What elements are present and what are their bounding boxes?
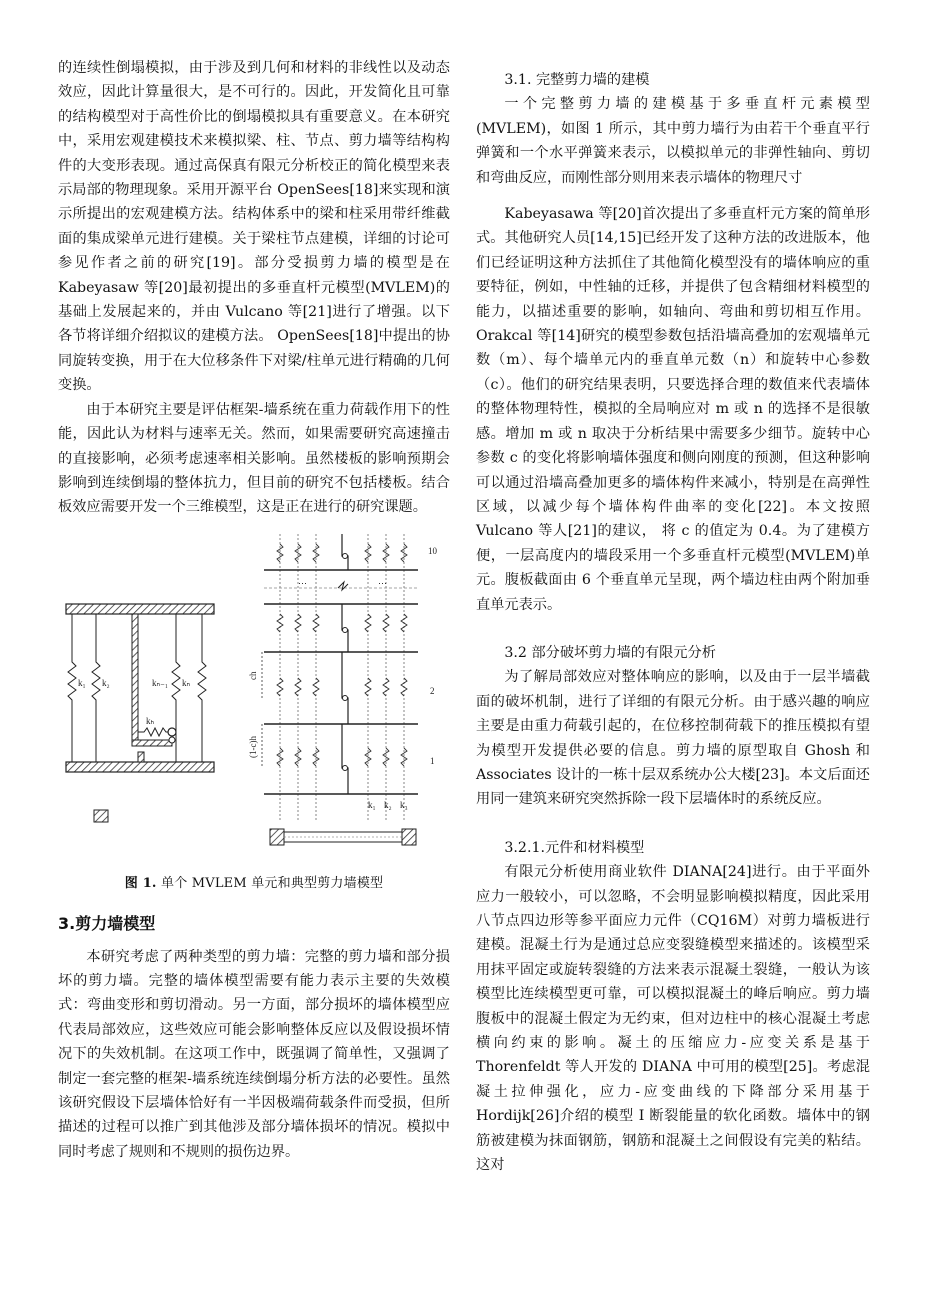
figure-caption (58, 872, 450, 896)
top-rigid-beam (66, 604, 214, 614)
paragraph: 为了解局部效应对整体响应的影响，以及由于一层半墙截面的破坏机制，进行了详细的有限元分析。由于感兴趣的响应主要是由重力荷载引起的，在位移控制荷载下的推压模拟有望为模型开发提供必要的信息。剪力墙的原型取自 Ghosh 和 Associates 设计的一栋十层双系统办公大楼[23]。本文后面还用同一建筑来研究突然拆除一段下层墙体时的系统反应。 (476, 669, 870, 808)
caption-label: 图 1. (124, 875, 157, 891)
paragraph: 的连续性倒塌模拟，由于涉及到几何和材料的非线性以及动态效应，因此计算量很大，是不可行的。因此，开发简化且可靠的结构模型对于高性价比的倒塌模拟具有重要意义。在本研究中，采用宏观建模技术来模拟梁、柱、节点、剪力墙等结构构件的大变形表现。通过高保真有限元分析校正的简化模型来表示局部的物理现象。采用开源平台 OpenSees[18]来实现和演示所提出的宏观建模方法。结构体系中的梁和柱采用带纤维截面的集成梁单元进行建模。关于梁柱节点建模，详细的讨论可参见作者之前的研究[19]。部分受损剪力墙的模型是在 Kabeyasaw 等[20]最初提出的多垂直杆元模型(MVLEM)的基础上发展起来的，并由 Vulcano 等[21]进行了增强。以下各节将详细介绍拟议的建模方法。 OpenSees[18]中提出的协同旋转变换，用于在大位移条件下对梁/柱单元进行精确的几何变换。 (58, 60, 450, 394)
shear-wall-model (248, 534, 438, 845)
section-title: 3.剪力墙模型 (58, 914, 156, 934)
ellipsis-dots: ⋯ (298, 577, 307, 588)
paragraph: 一个完整剪力墙的建模基于多垂直杆元素模型(MVLEM)，如图 1 所示，其中剪力墙行为由若干个垂直平行弹簧和一个水平弹簧来表示，以模拟单元的非弹性轴向、剪切和弯曲反应，而刚性部分则用来表示墙体的物理尺寸 (476, 96, 870, 186)
spring-label-kn: kₙ (182, 677, 191, 688)
caption-text: 单个 MVLEM 单元和典型剪力墙模型 (161, 875, 384, 891)
ellipsis-dots: ⋯ (378, 577, 387, 588)
floor-label-2: 2 (430, 685, 435, 696)
spring-label-bottom-k2: k₂ (384, 799, 392, 810)
floor-label-1: 1 (430, 755, 435, 766)
subsection-heading: 3.2 部分破坏剪力墙的有限元分析 (504, 644, 716, 661)
mvlem-diagram (58, 526, 450, 858)
rigid-legend-swatch (94, 810, 108, 822)
bottom-rigid-beam (66, 762, 214, 772)
floor-label-10: 10 (428, 545, 437, 556)
figure-1 (58, 526, 450, 858)
paragraph: 有限元分析使用商业软件 DIANA[24]进行。由于平面外应力一般较小，可以忽略，不会明显影响模拟精度，因此采用八节点四边形等参平面应力元件（CQ16M）对剪力墙板进行建模。混凝土行为是通过总应变裂缝模型来描述的。该模型采用抹平固定或旋转裂缝的方法来表示混凝土裂缝，一般认为该模型比连续模型更可靠，可以模拟混凝土的峰后响应。剪力墙腹板中的混凝土假定为无约束，但对边柱中的核心混凝土考虑横向约束的影响。凝土的压缩应力-应变关系是基于 Thorenfeldt 等人开发的 DIANA 中可用的模型[25]。考虑混凝土拉伸强化，应力-应变曲线的下降部分采用基于 Hordijk[26]介绍的模型 I 断裂能量的软化函数。墙体中的钢筋被建模为抹面钢筋，钢筋和混凝土之间假设有完美的粘结。这对 (476, 864, 870, 1174)
spring-label-kn1: kₙ₋₁ (152, 677, 168, 688)
left-column (58, 56, 450, 1164)
right-column (476, 56, 870, 1177)
rigid-link (132, 614, 138, 740)
subsection-heading: 3.1. 完整剪力墙的建模 (504, 72, 650, 88)
wall-cross-section (270, 829, 416, 845)
dim-label-1-c-h: (1-c)h (248, 735, 258, 758)
spring-label-k1: k₁ (78, 677, 86, 688)
single-mvlem-element (66, 604, 214, 822)
dim-label-ch: ch (248, 671, 258, 680)
paragraph: 本研究考虑了两种类型的剪力墙：完整的剪力墙和部分损坏的剪力墙。完整的墙体模型需要有能力表示主要的失效模式：弯曲变形和剪切滑动。另一方面，部分损坏的墙体模型应代表局部效应，这些效应可能会影响整体反应以及假设损坏情况下的失效机制。在这项工作中，既强调了简单性，又强调了制定一套完整的框架-墙系统连续倒塌分析方法的必要性。虽然该研究假设下层墙体恰好有一半因极端荷载条件而受损，但所描述的过程可以推广到其他涉及部分墙体损坏的情况。模拟中同时考虑了规则和不规则的损伤边界。 (58, 948, 450, 1160)
paragraph: 由于本研究主要是评估框架-墙系统在重力荷载作用下的性能，因此认为材料与速率无关。然而，如果需要研究高速撞击的直接影响，必须考虑速率相关影响。虽然楼板的影响预期会影响到连续倒塌的整体抗力，但目前的研究不包括楼板。结合板效应需要开发一个三维模型，这是正在进行的研究课题。 (58, 401, 450, 516)
spring-label-bottom-k1: k₁ (368, 799, 376, 810)
spring-label-bottom-k3: k₃ (400, 799, 408, 810)
paragraph: Kabeyasawa 等[20]首次提出了多垂直杆元方案的简单形式。其他研究人员[14,15]已经开发了这种方法的改进版本，他们已经证明这种方法抓住了其他简化模型没有的墙体响应的重要特征，例如，中性轴的迁移，并提供了包含精细材料模型的能力，以描述重要的影响，如轴向、弯曲和剪切相互作用。Orakcal 等[14]研究的模型参数包括沿墙高叠加的宏观墙单元数（m）、每个墙单元内的垂直单元数（n）和旋转中心参数（c）。他们的研究结果表明，只要选择合理的数值来代表墙体的整体物理特性，模拟的全局响应对 m 或 n 的选择不是很敏感。增加 m 或 n 取决于分析结果中需要多少细节。旋转中心参数 c 的变化将影响墙体强度和侧向刚度的预测，但这种影响可以通过沿墙高叠加更多的墙体构件来减小，特别是在高弹性区域，以减少每个墙体构件曲率的变化[22]。本文按照 Vulcano 等人[21]的建议， 将 c 的值定为 0.4。为了建模方便，一层高度内的墙段采用一个多垂直杆元模型(MVLEM)单元。腹板截面由 6 个垂直单元呈现，两个墙边柱由两个附加垂直单元表示。 (476, 206, 870, 613)
subsection-heading: 3.2.1.元件和材料模型 (504, 839, 645, 856)
spring-label-k2: k₂ (102, 677, 110, 688)
spring-label-kh: kₕ (146, 715, 155, 726)
